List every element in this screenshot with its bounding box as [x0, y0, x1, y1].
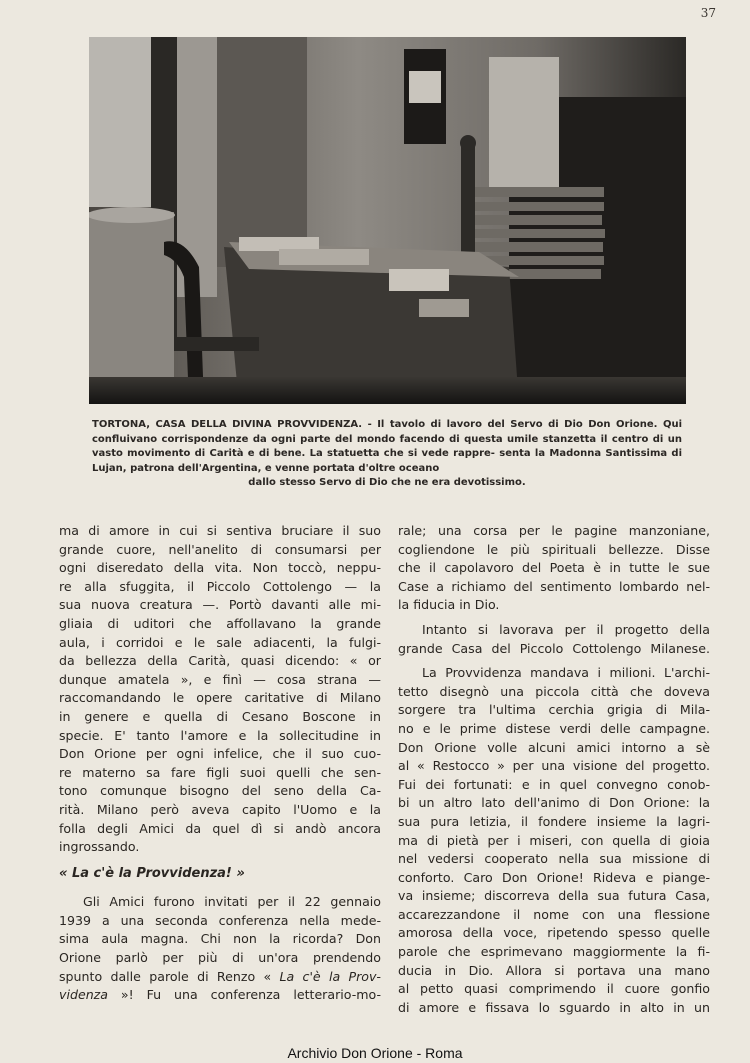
text-line: 1939 a una seconda conferenza nella mede-: [59, 912, 381, 928]
text-line: al petto quasi comprimendo il cuore gonfio: [398, 981, 710, 997]
text-line: aula, i corridoi e le sale adiacenti, la fulgi-: [59, 634, 381, 650]
section-heading: « La c'è la Provvidenza! »: [59, 865, 245, 881]
text-line: Intanto si lavorava per il progetto della: [422, 621, 710, 637]
text-line: bi un altro lato dell'animo di Don Orione: la: [398, 795, 710, 811]
text-line: raccomandando le opere caritative di Milano: [59, 690, 381, 706]
caption-line: dallo stesso Servo di Dio che ne era devotissimo.: [248, 477, 526, 489]
text-line: Fui dei fortunati: e in quel convegno conob-: [398, 776, 710, 792]
text-line: sua nuova creatura —. Portò davanti alle mi-: [59, 597, 381, 613]
page-number: 37: [700, 6, 716, 20]
text-line: va insieme; discorreva della sua futura Casa,: [398, 888, 710, 904]
text-line: Don Orione volle alcuni amici intorno a sè: [398, 739, 710, 755]
caption-line: stanzetta il centro di un vasto movimento di Carità e di bene. La statuetta che si vede rappre-: [92, 433, 682, 460]
text-line: in genere e quella di Cesano Boscone in: [59, 708, 381, 724]
text-line: accarezzandone il nome con una flessione: [398, 906, 710, 922]
text-line: La Provvidenza mandava i milioni. L'archi-: [422, 665, 710, 681]
text-line: al « Restocco » per una visione del progetto.: [398, 758, 710, 774]
text-line: specie. E' tanto l'amore e la sollecitudine in: [59, 727, 381, 743]
text-line: tono comunque bisogno del seno della Ca-: [59, 783, 381, 799]
text-line: sua pura letizia, il fondere insieme la lagri-: [398, 813, 710, 829]
text-line: rità. Milano però aveva capito l'Uomo e la: [59, 801, 381, 817]
text-line: ingrossando.: [59, 839, 140, 855]
text-run: spunto dalle parole di Renzo «: [59, 968, 272, 984]
text-line: re materno sa fare figli suoi quelli che sen-: [59, 764, 381, 780]
text-line: gliaia di uditori che affollavano la grande: [59, 615, 381, 631]
text-line: ducia in Dio. Allora si portava una mano: [398, 962, 710, 978]
text-run: »! Fu una conferenza letterario-mo-: [108, 987, 381, 1003]
text-line: cogliendone le più spirituali bellezze. Disse: [398, 541, 710, 557]
text-line: re alla sfuggita, il Piccolo Cottolengo — la: [59, 578, 381, 594]
caption-line: - Il tavolo di lavoro del Servo di Dio Don: [362, 419, 611, 430]
text-line: nel vedersi cooperato nella sua missione di: [398, 851, 710, 867]
text-line: parole che esprimevano maggiormente la fi-: [398, 944, 710, 960]
text-line: sima aula magna. Chi non la ricorda? Don: [59, 931, 381, 947]
text-line: dunque amatela », e finì — cosa strana —: [59, 671, 381, 687]
text-line: Don Orione per ogni infelice, che il suo cuo-: [59, 746, 381, 762]
photo-caption: [92, 418, 682, 491]
text-line: conforto. Caro Don Orione! Rideva e piange-: [398, 869, 710, 885]
photo-desk: [89, 37, 686, 404]
text-line: sorgere tra l'ultima cerchia grigia di Mila-: [398, 702, 710, 718]
text-line: folla degli Amici da quel dì si andò ancora: [59, 820, 381, 836]
caption-line: senta la Madonna Santissima di Lujan, patrona dell'Argentina, e venne portata d'oltre oceano: [92, 448, 683, 474]
caption-lead: TORTONA, CASA DELLA DIVINA PROVVIDENZA.: [92, 419, 363, 430]
text-line: rale; una corsa per le pagine manzoniane,: [398, 523, 710, 538]
text-line: ogni diseredato della vita. Non toccò, neppu-: [59, 560, 381, 576]
text-line: [59, 968, 381, 987]
text-line: che il capolavoro del Poeta è in tutte le sue: [398, 560, 710, 576]
text-line: Case a richiamo del sentimento lombardo nel-: [398, 578, 710, 594]
text-line: amorosa della voce, ripetendo spesso quelle: [398, 925, 710, 941]
text-line: da bellezza della Carità, quasi dicendo: « or: [59, 653, 381, 669]
text-run-italic: La c'è la Prov-: [279, 968, 381, 984]
text-line: Orione parlò per più di un'ora prendendo: [59, 950, 381, 966]
text-line: ma di amore in cui si sentiva bruciare il suo: [59, 523, 381, 538]
caption-line: Orione. Qui confluivano corrispondenze da ogni parte del mondo facendo di questa umile: [92, 419, 682, 445]
right-column: [398, 522, 710, 1017]
left-column: [59, 522, 381, 1005]
text-line: no e le prime distese verdi delle campagne.: [398, 720, 710, 736]
text-line: la fiducia in Dio.: [398, 597, 500, 613]
text-line: di amore e fissava lo sguardo in alto in un: [398, 999, 710, 1015]
desk-photo-image: [89, 37, 686, 404]
text-line: [59, 986, 381, 1005]
text-line: grande Casa del Piccolo Cottolengo Milanese.: [398, 640, 710, 656]
text-line: Gli Amici furono invitati per il 22 gennaio: [83, 894, 381, 910]
text-line: grande cuore, nell'anelito di consumarsi per: [59, 541, 381, 557]
text-run-italic: videnza: [59, 987, 109, 1003]
text-line: ma di pietà per i miseri, con quella di gioia: [398, 832, 710, 848]
text-line: tetto disegnò una piccola città che doveva: [398, 683, 710, 699]
archive-footer: Archivio Don Orione - Roma: [287, 1045, 463, 1061]
